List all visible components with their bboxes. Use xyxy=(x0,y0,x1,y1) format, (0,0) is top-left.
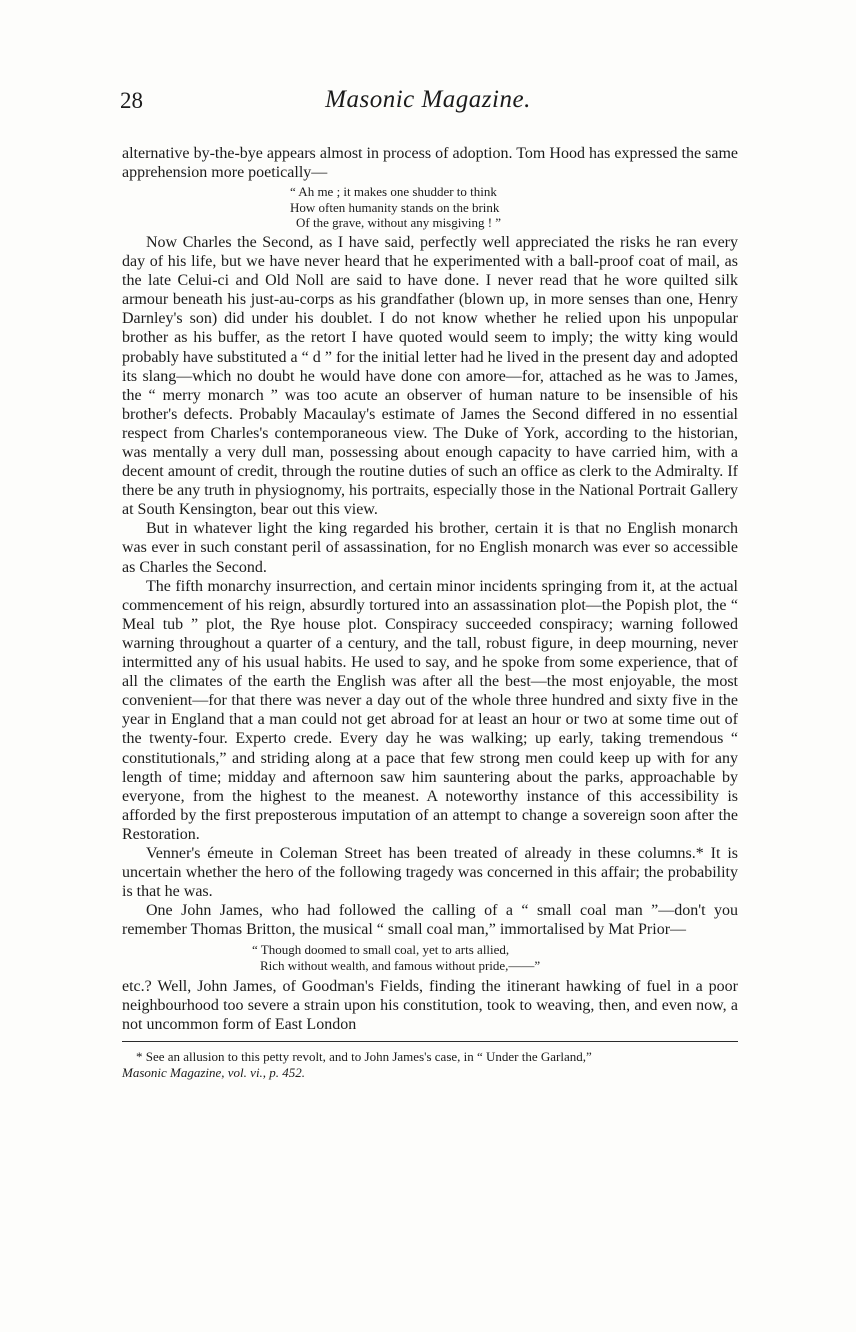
paragraph-2: Now Charles the Second, as I have said, perfectly well appreciated the risks he ran every day of his life, but we have never heard that he experimented with a ball-proof coat of mail, as the late Celui-ci and Old Noll are said to have done. I never read that he wore quilted silk armour beneath his just-au-corps as his grandfather (blown up, in more senses than one, Henry Darnley's son) did under his doublet. I do not know whether he relied upon his unpopular brother as his buffer, as the retort I have quoted would seem to imply; the witty king would probably have substituted a “ d ” for the initial letter had he lived in the present day and adopted its slang—which no doubt he would have done con amore—for, attached as he was to James, the “ merry monarch ” was too acute an observer of human nature to be insensible of his brother's defects. Probably Macaulay's estimate of James the Second differed in no essential respect from Charles's contemporaneous view. The Duke of York, according to the historian, was mentally a very dull man, possessing about enough capacity to have carried him, with a decent amount of credit, through the routine duties of such an office as clerk to the Admiralty. If there be any truth in physiognomy, his portraits, especially those in the National Portrait Gallery at South Kensington, bear out this view. xyxy=(122,233,738,519)
paragraph-5: Venner's émeute in Coleman Street has been treated of already in these columns.* It is uncertain whether the hero of the following tragedy was concerned in this affair; the probability is that he was. xyxy=(122,844,738,901)
paragraph-1: alternative by-the-bye appears almost in process of adoption. Tom Hood has expressed the same apprehension more poetically— xyxy=(122,145,738,182)
article-body xyxy=(122,144,738,1081)
paragraph-7: etc.? Well, John James, of Goodman's Fields, finding the itinerant hawking of fuel in a poor neighbourhood too severe a strain upon his constitution, took to weaving, then, and even now, a not uncommon form of East London xyxy=(122,977,738,1033)
verse-quote-prior xyxy=(122,942,738,973)
verse-line: Of the grave, without any misgiving ! ” xyxy=(296,215,502,231)
paragraph-3: But in whatever light the king regarded his brother, certain it is that no English monarch was ever in such constant peril of assassination, for no English monarch was ever so accessible as Charles the Second. xyxy=(122,520,738,576)
verse-line: “ Ah me ; it makes one shudder to think xyxy=(290,184,497,200)
paragraph-6: One John James, who had followed the calling of a “ small coal man ”—don't you remember Thomas Britton, the musical “ small coal man,” immortalised by Mat Prior— xyxy=(122,902,738,939)
paragraph-4: The fifth monarchy insurrection, and certain minor incidents springing from it, at the actual commencement of his reign, absurdly tortured into an assassination plot—the Popish plot, the “ Meal tub ” plot, the Rye house plot. Conspiracy succeeded conspiracy; warning followed warning throughout a quarter of a century, and the tall, robust figure, in deep mourning, never intermitted any of his usual habits. He used to say, and he spoke from some experience, that of all the climates of the earth the English was after all the best—the most enjoyable, the most convenient—for that there was never a day out of the whole three hundred and sixty five in the year in England that a man could not get abroad for at least an hour or two at some time out of the twenty-four. Experto crede. Every day he was walking; up early, taking tremendous “ constitutionals,” and striding along at a pace that few strong men could keep up with for any length of time; midday and afternoon saw him sauntering about the parks, approachable by everyone, from the highest to the meanest. A noteworthy instance of this accessibility is afforded by the first preposterous imputation of an attempt to change a sovereign soon after the Restoration. xyxy=(122,577,738,843)
page-number: 28 xyxy=(120,88,143,113)
verse-line: Rich without wealth, and famous without pride,——” xyxy=(260,958,541,974)
footnote-line: * See an allusion to this petty revolt, and to John James's case, in “ Under the Garland,” xyxy=(136,1048,592,1064)
verse-line: “ Though doomed to small coal, yet to arts allied, xyxy=(252,942,510,958)
footnote-citation: Masonic Magazine, vol. vi., p. 452. xyxy=(122,1064,306,1080)
running-title: Masonic Magazine. xyxy=(325,86,531,113)
verse-line: How often humanity stands on the brink xyxy=(290,199,500,215)
footnote-divider xyxy=(122,1041,738,1042)
verse-quote-hood xyxy=(122,184,738,231)
footnote xyxy=(122,1049,738,1081)
